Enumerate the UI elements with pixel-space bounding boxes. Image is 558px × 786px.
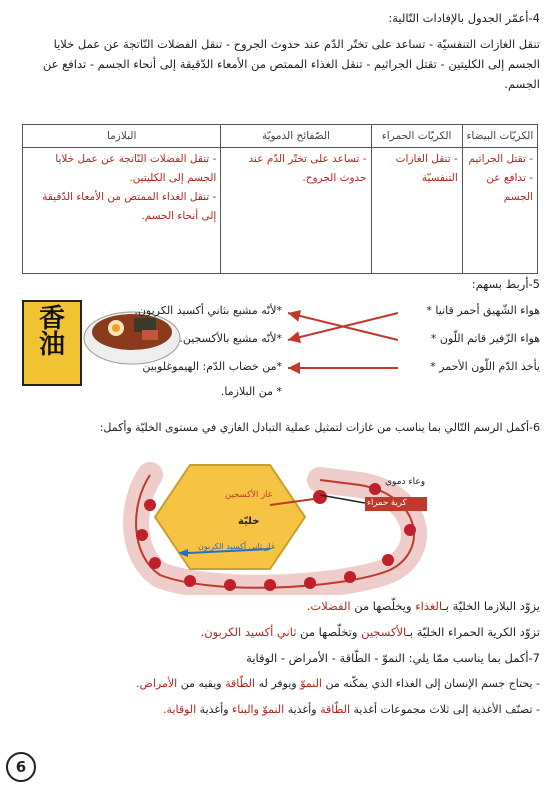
ramen-logo: 香油 <box>22 300 82 386</box>
q5-title: 5-أربط بسهم: <box>471 277 540 291</box>
page-number: 6 <box>6 752 36 782</box>
cell-white: - تقتل الجراثيم - تدافع عن الجسم <box>462 148 537 274</box>
label-oxygen: غاز الأكسجين <box>225 490 273 500</box>
label-co2: غاز ثاني أكسيد الكربون <box>198 542 276 551</box>
match-left-1: هواء الشّهيق أحمر قانيا * <box>426 304 540 317</box>
cell-platelets: - تساعد على تختّر الدّم عند حدوث الجروح. <box>221 148 371 274</box>
gas-exchange-diagram <box>120 445 450 595</box>
q7-sentence-1: - يحتاج جسم الإنسان إلى الغذاء الذي يمكّنه من النموّ ويوفر له الطّاقة ويقيه من الأمراض. <box>136 677 540 690</box>
header-white-cells: الكريّات البيضاء <box>462 125 537 148</box>
q4-paragraph: تنقل الغازات التنفسيّة - تساعد على تختّر الدّم عند حدوث الجروح - تنقل الفضلات النّاتجة عن عمل خلايا الجسم إلى الكليتين - تقتل الجراثيم - تنقل الغذاء الممتص من الأمعاء الدّقيقة إلى أنحاء الجسم - تدافع عن الجسم. <box>42 37 540 91</box>
q7-sentence-2: - تصنّف الأغذية إلى ثلاث مجموعات أغذية الطّاقة وأغذية النموّ والبناء وأغذية الوقاية. <box>163 703 540 716</box>
q6-sentence-1: يزوّد البلازما الخليّة بـالغذاء ويخلّصها من الفضلات. <box>306 599 540 613</box>
q6-title: 6-أكمل الرسم التّالي بما يناسب من غازات لتمثيل عملية التبادل الغازي في مستوى الخليّة وأكمل: <box>99 421 540 434</box>
q4-title: 4-أعمّر الجدول بالإفادات التّالية: <box>388 11 540 25</box>
match-right-2: *لأنّه مشبع بالأكسجين. <box>179 332 282 345</box>
match-right-1: *لأنّه مشبع بثاني أكسيد الكربون. <box>134 304 282 317</box>
cell-plasma: - تنقل الفضلات النّاتجة عن عمل خلايا الجسم إلى الكليتين. - تنقل الغذاء الممتص من الأمعاء الدّقيقة إلى أنحاء الجسم. <box>23 148 221 274</box>
q7-title: 7-أكمل بما يناسب ممّا يلي: النموّ - الطّاقة - الأمراض - الوقاية <box>246 651 540 665</box>
cell-hexagon <box>155 465 305 569</box>
match-right-4: * من البلازما. <box>220 385 282 398</box>
match-left-2: هواء الزّفير قاتم اللّون * <box>430 332 540 345</box>
label-red-cell: كرية حمراء <box>367 498 407 508</box>
label-vessel: وعاء دموي <box>385 477 426 487</box>
cell-red: - تنقل الغازات التنفسيّة <box>371 148 462 274</box>
header-red-cells: الكريّات الحمراء <box>371 125 462 148</box>
match-right-3: *من خضاب الدّم: الهيموغلوبين <box>142 360 282 373</box>
q6-sentence-2: تزوّد الكرية الحمراء الخليّة بـالأكسجين وتخلّصها من ثاني أكسيد الكربون. <box>200 625 540 639</box>
match-left-3: يأخذ الدّم اللّون الأحمر * <box>430 360 540 373</box>
header-plasma: البلازما <box>23 125 221 148</box>
header-platelets: الصّفائح الدمويّة <box>221 125 371 148</box>
label-cell: خليّة <box>238 516 260 527</box>
